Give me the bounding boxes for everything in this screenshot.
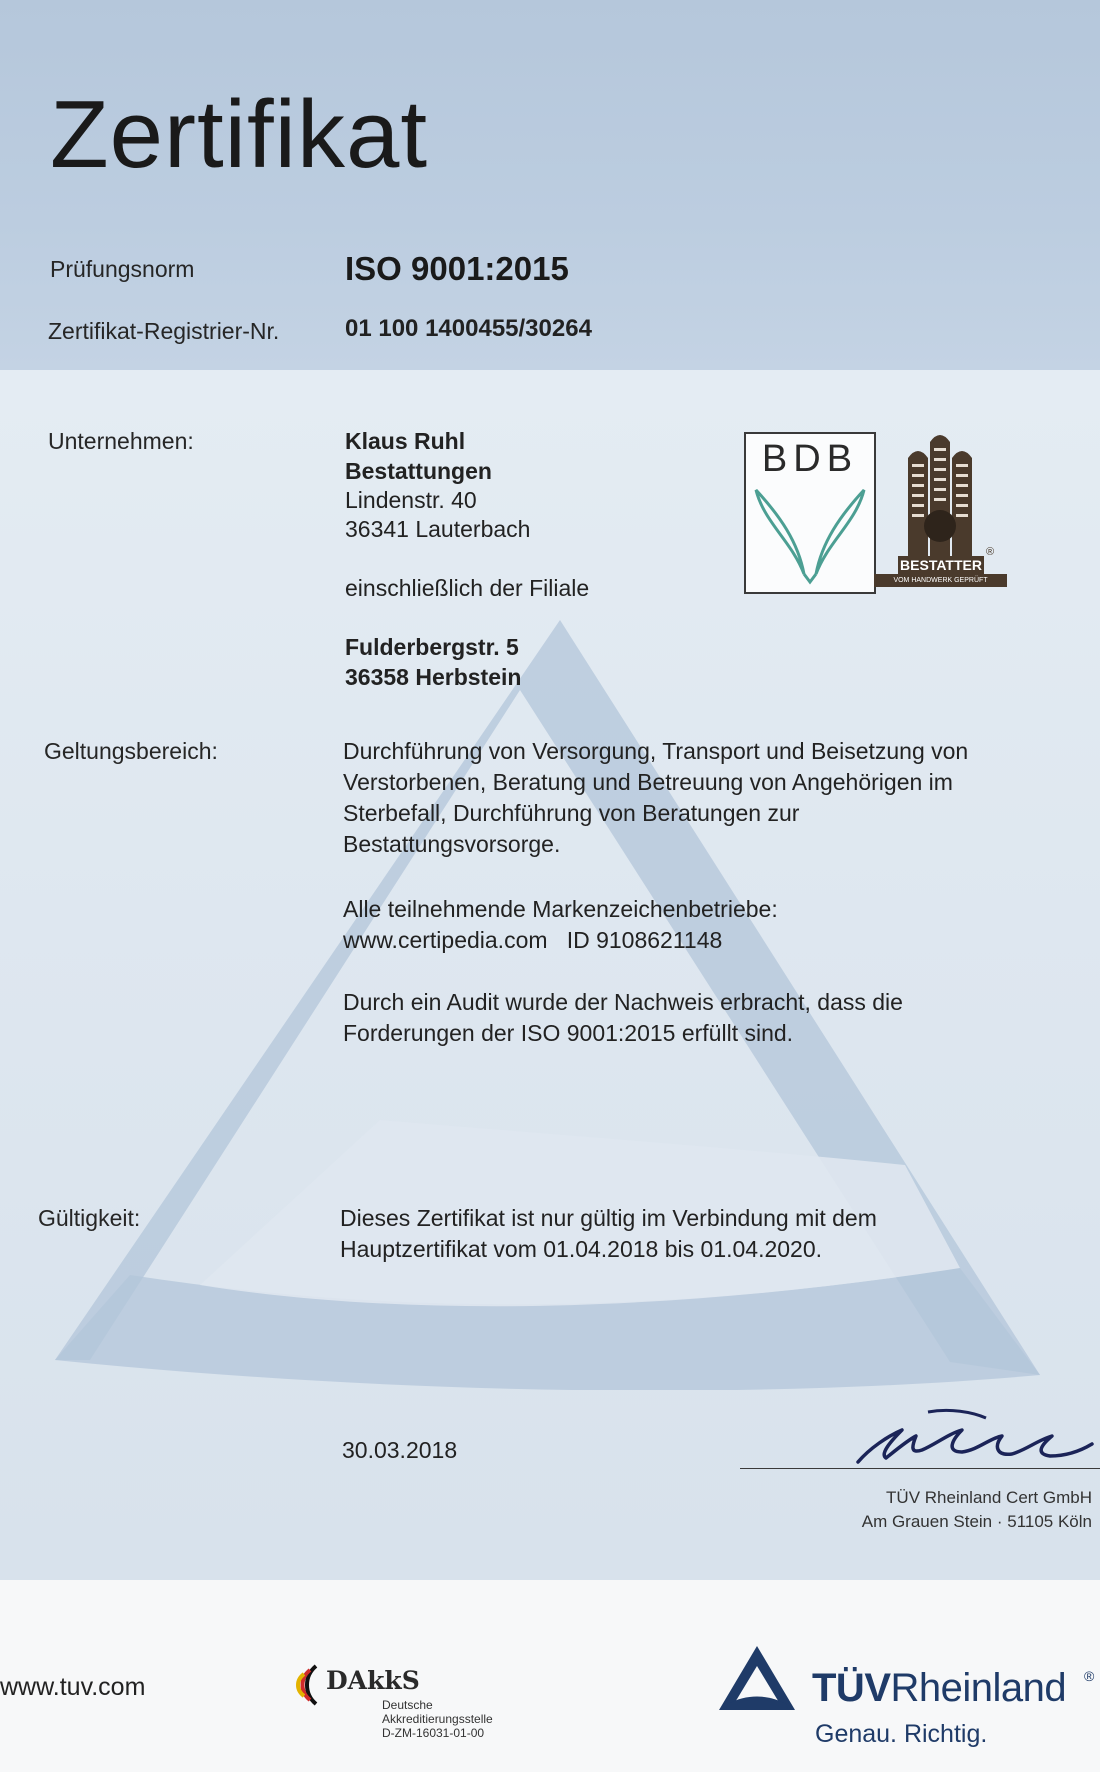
footer-website-link[interactable]: www.tuv.com [0,1673,146,1701]
scope-line-2: Verstorbenen, Beratung und Betreuung von Angehörigen im [343,769,953,795]
scope-line-4: Bestattungsvorsorge. [343,831,561,857]
dakks-id: D-ZM-16031-01-00 [382,1726,485,1740]
tuv-slogan: Genau. Richtig. [815,1720,988,1748]
dakks-line-2: Akkreditierungsstelle [382,1712,493,1726]
gueltigkeit-line-2: Hauptzertifikat vom 01.04.2018 bis 01.04.2020. [340,1236,823,1262]
filiale-city: 36358 Herbstein [345,664,522,690]
filiale-street: Fulderbergstr. 5 [345,634,519,660]
dakks-logo [296,1640,526,1740]
certipedia-link[interactable]: www.certipedia.com [343,927,548,953]
pruefungsnorm-value: ISO 9001:2015 [345,250,569,287]
dakks-flag-icon [296,1664,322,1706]
company-city: 36341 Lauterbach [345,516,531,542]
issue-date: 30.03.2018 [342,1437,458,1463]
bestatter-logo-subtext: VOM HANDWERK GEPRÜFT [893,577,988,584]
signature [740,1400,1100,1472]
signature-line [740,1468,1100,1469]
bestatter-registered-mark: ® [986,546,995,558]
registrier-nr-value: 01 100 1400455/30264 [345,315,592,342]
dakks-line-1: Deutsche [382,1698,433,1712]
certipedia-id: ID 9108621148 [566,927,723,953]
tuv-triangle-logo-icon [716,1642,798,1714]
pruefungsnorm-label: Prüfungsnorm [50,256,195,282]
tuv-brand-regular: Rheinland [890,1666,1067,1710]
filiale-note: einschließlich der Filiale [345,575,590,601]
issuer-name: TÜV Rheinland Cert GmbH [886,1488,1092,1507]
tuv-brand-bold: TÜV [812,1666,891,1710]
geltungsbereich-label: Geltungsbereich: [44,738,218,764]
gueltigkeit-label: Gültigkeit: [38,1205,141,1231]
marken-line: Alle teilnehmende Markenzeichenbetriebe: [343,896,778,922]
unternehmen-label: Unternehmen: [48,428,194,454]
dakks-name: DAkkS [326,1666,420,1695]
registrier-nr-label: Zertifikat-Registrier-Nr. [48,318,280,344]
bdb-leaf-icon [750,482,870,586]
issuer-address: Am Grauen Stein · 51105 Köln [861,1512,1092,1531]
bdb-logo-text: BDB [761,438,859,480]
company-name-line1: Klaus Ruhl [345,428,466,454]
marken-url-line [343,925,722,956]
company-name-line2: Bestattungen [345,458,492,484]
audit-line-1: Durch ein Audit wurde der Nachweis erbracht, dass die [343,989,903,1015]
certificate-title: Zertifikat [50,81,429,188]
tuv-brand-name [812,1666,1066,1711]
audit-line-2: Forderungen der ISO 9001:2015 erfüllt sind. [343,1020,794,1046]
bestatter-logo [872,428,1007,593]
tuv-registered-mark: ® [1084,1668,1095,1684]
scope-line-3: Sterbefall, Durchführung von Beratungen zur [343,800,800,826]
bdb-logo [744,432,876,594]
gueltigkeit-line-1: Dieses Zertifikat ist nur gültig im Verbindung mit dem [340,1205,877,1231]
bestatter-logo-text: BESTATTER [900,557,982,573]
scope-line-1: Durchführung von Versorgung, Transport und Beisetzung von [343,738,969,764]
tuv-triangle-watermark [0,560,1100,1390]
company-street: Lindenstr. 40 [345,487,477,513]
